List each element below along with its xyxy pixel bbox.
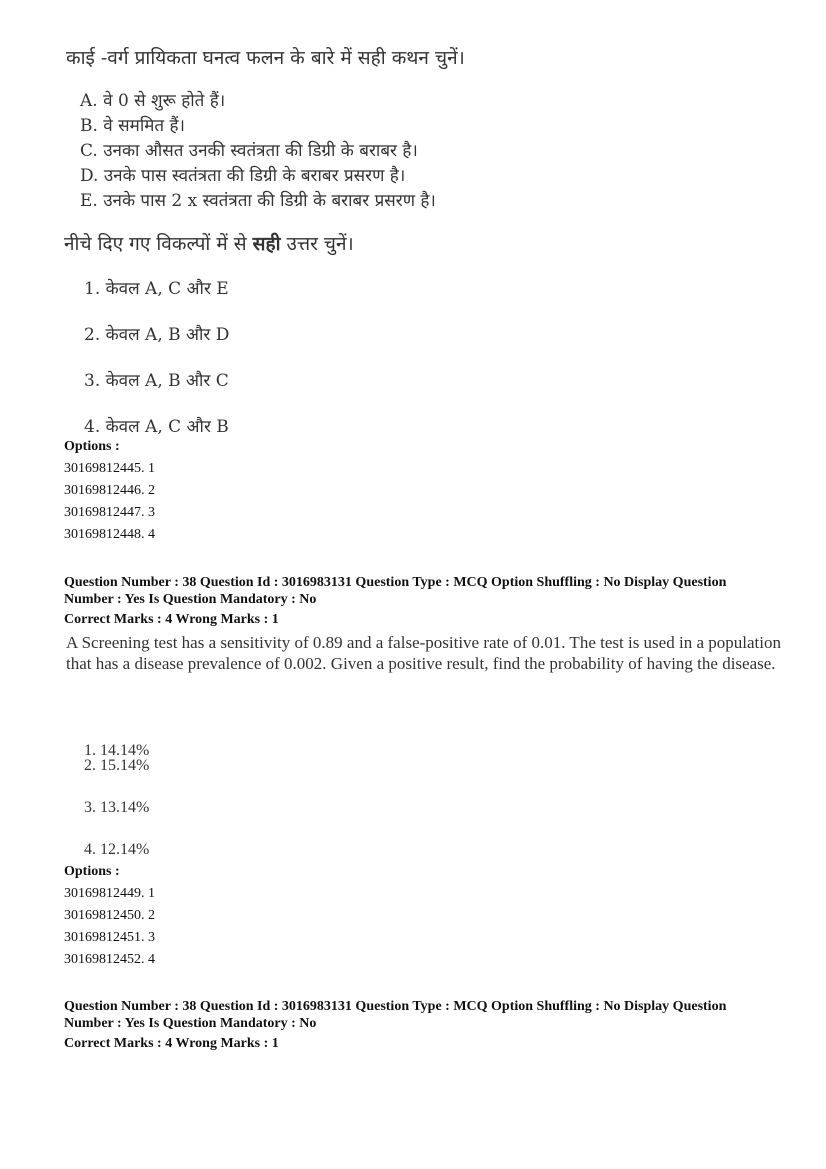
q37-choice-3: 3. केवल A, B और C [84,371,229,391]
question-37-prompt [64,230,354,256]
q38-option-1: 30169812449. 1 [64,886,155,901]
q38-meta-line1: Question Number : 38 Question Id : 3016983131 Question Type : MCQ Option Shuffling : No Display Question [64,575,727,590]
statement-b: B. वे सममित हैं। [80,116,185,136]
q38-marks: Correct Marks : 4 Wrong Marks : 1 [64,612,279,627]
q38-option-4: 30169812452. 4 [64,952,155,967]
prompt-bold: सही [252,233,281,255]
q38-choice-3: 3. 13.14% [84,799,150,816]
q38-meta-line2: Number : Yes Is Question Mandatory : No [64,592,317,607]
q38b-marks: Correct Marks : 4 Wrong Marks : 1 [64,1036,279,1051]
statement-a: A. वे 0 से शुरू होते हैं। [80,91,226,111]
q38b-meta-line2: Number : Yes Is Question Mandatory : No [64,1016,317,1031]
q38-option-3: 30169812451. 3 [64,930,155,945]
q37-option-3: 30169812447. 3 [64,505,155,520]
question-37-title: काई -वर्ग प्रायिकता घनत्व फलन के बारे में सही कथन चुनें। [66,47,465,69]
q37-choice-2: 2. केवल A, B और D [84,325,230,345]
prompt-pre: नीचे दिए गए विकल्पों में से [64,233,253,255]
q37-option-1: 30169812445. 1 [64,461,155,476]
q38-options-label: Options : [64,864,120,879]
prompt-post: उत्तर चुनें। [280,233,354,255]
q37-option-2: 30169812446. 2 [64,483,155,498]
q38-option-2: 30169812450. 2 [64,908,155,923]
q38-question-text: A Screening test has a sensitivity of 0.89 and a false-positive rate of 0.01. The test is used in a population that has a disease prevalence of 0.002. Given a positive result, find the probability of having the disease. [66,633,781,673]
q37-choice-4: 4. केवल A, C और B [84,417,229,437]
q37-option-4: 30169812448. 4 [64,527,155,542]
q38-choice-4: 4. 12.14% [84,841,150,858]
statement-e: E. उनके पास 2 x स्वतंत्रता की डिग्री के बराबर प्रसरण है। [80,191,436,211]
statement-d: D. उनके पास स्वतंत्रता की डिग्री के बराबर प्रसरण है। [80,166,406,186]
q37-choice-1: 1. केवल A, C और E [84,279,229,299]
q38b-meta-line1: Question Number : 38 Question Id : 3016983131 Question Type : MCQ Option Shuffling : No Display Question [64,999,727,1014]
q38-choice-2: 2. 15.14% [84,757,150,774]
statement-c: C. उनका औसत उनकी स्वतंत्रता की डिग्री के बराबर है। [80,141,418,161]
q38-choice-1: 1. 14.14% [84,742,150,759]
q37-options-label: Options : [64,439,120,454]
